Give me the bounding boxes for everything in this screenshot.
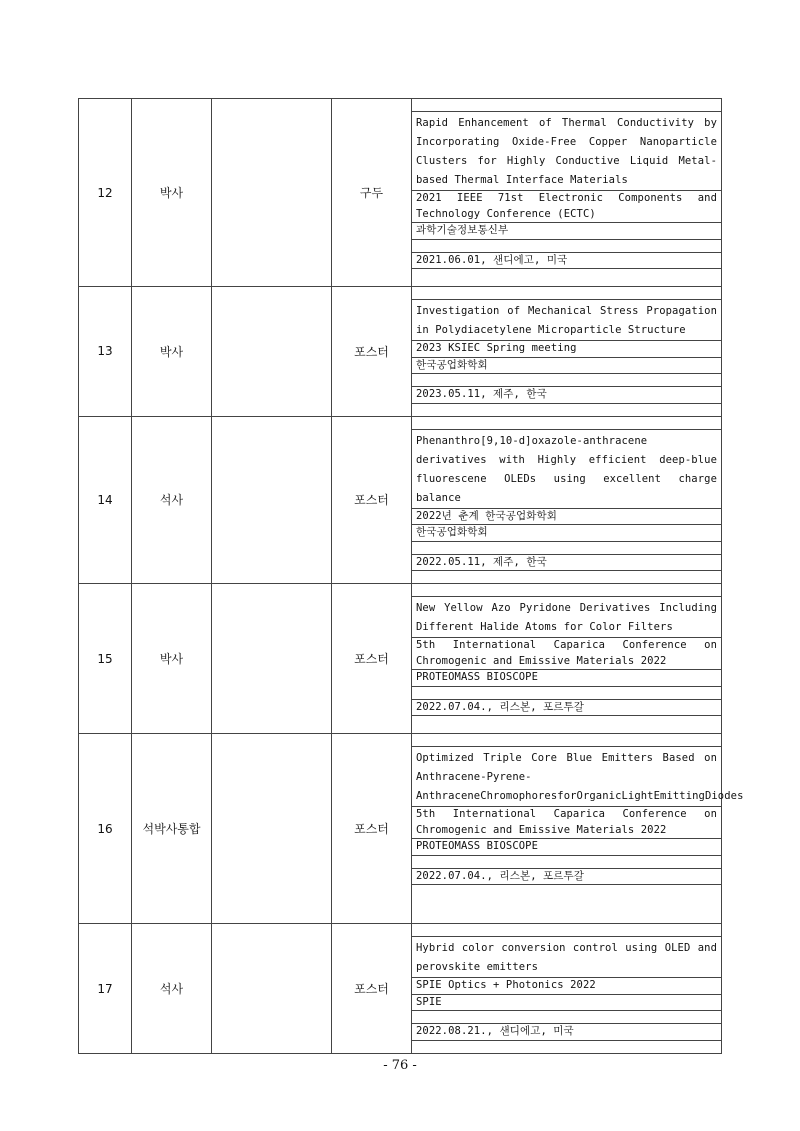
table-row xyxy=(79,734,722,924)
sponsor: 과학기술정보통신부 xyxy=(412,223,721,240)
blank-line xyxy=(412,734,721,747)
info-lines xyxy=(412,584,721,728)
blank-line xyxy=(412,417,721,430)
paper-title: New Yellow Azo Pyridone Derivatives Including Different Halide Atoms for Color Filters xyxy=(412,597,721,638)
blank-line xyxy=(412,885,721,897)
blank-line xyxy=(412,287,721,300)
sponsor: PROTEOMASS BIOSCOPE xyxy=(412,839,721,856)
date-place: 2022.05.11, 제주, 한국 xyxy=(412,555,721,572)
blank-line xyxy=(412,1011,721,1024)
degree-cell: 석박사통합 xyxy=(132,734,212,924)
presentation-type: 포스터 xyxy=(332,287,412,417)
paper-title: Investigation of Mechanical Stress Propagation in Polydiacetylene Microparticle Structure xyxy=(412,300,721,341)
info-lines xyxy=(412,734,744,897)
degree-cell: 박사 xyxy=(132,584,212,734)
table-row xyxy=(79,287,722,417)
blank-line xyxy=(412,404,721,416)
blank-line xyxy=(412,924,721,937)
blank-line xyxy=(412,856,721,869)
paper-title: Optimized Triple Core Blue Emitters Based on Anthracene-Pyrene-AnthraceneChromophoresforOrganicLightEmittingDiodes xyxy=(412,747,721,807)
conference-name: 2021 IEEE 71st Electronic Components and Technology Conference (ECTC) xyxy=(412,191,721,223)
blank-line xyxy=(412,542,721,555)
blank-line xyxy=(412,584,721,597)
empty-cell xyxy=(212,99,332,287)
sponsor: SPIE xyxy=(412,995,721,1012)
presentation-type: 포스터 xyxy=(332,584,412,734)
table-row xyxy=(79,99,722,287)
degree-cell: 석사 xyxy=(132,924,212,1054)
date-place: 2023.05.11, 제주, 한국 xyxy=(412,387,721,404)
row-number: 13 xyxy=(79,287,132,417)
table-row xyxy=(79,416,722,584)
presentation-info xyxy=(412,584,722,734)
blank-line xyxy=(412,687,721,700)
conference-name: 5th International Caparica Conference on Chromogenic and Emissive Materials 2022 xyxy=(412,807,721,839)
page-number: - 76 - xyxy=(383,1058,417,1073)
conference-name: SPIE Optics + Photonics 2022 xyxy=(412,978,721,995)
empty-cell xyxy=(212,416,332,584)
blank-line xyxy=(412,269,721,281)
paper-title: Rapid Enhancement of Thermal Conductivity by Incorporating Oxide-Free Copper Nanoparticle Clusters for Highly Conductive Liquid Metal-based Thermal Interface Materials xyxy=(412,112,721,191)
presentation-info xyxy=(412,416,722,584)
sponsor: 한국공업화학회 xyxy=(412,525,721,542)
row-number: 14 xyxy=(79,416,132,584)
row-number: 15 xyxy=(79,584,132,734)
info-lines xyxy=(412,287,721,416)
sponsor: PROTEOMASS BIOSCOPE xyxy=(412,670,721,687)
table-row xyxy=(79,584,722,734)
degree-cell: 석사 xyxy=(132,416,212,584)
empty-cell xyxy=(212,734,332,924)
sponsor: 한국공업화학회 xyxy=(412,358,721,375)
date-place: 2022.07.04., 리스본, 포르투갈 xyxy=(412,700,721,717)
info-lines xyxy=(412,417,721,584)
presentations-table xyxy=(78,98,744,1054)
row-number: 12 xyxy=(79,99,132,287)
degree-cell: 박사 xyxy=(132,99,212,287)
date-place: 2022.08.21., 샌디에고, 미국 xyxy=(412,1024,721,1041)
empty-cell xyxy=(212,924,332,1054)
paper-title: Phenanthro[9,10-d]oxazole-anthracene derivatives with Highly efficient deep-blue fluorescene OLEDs using excellent charge balance xyxy=(412,430,721,509)
table-body xyxy=(79,99,744,1054)
presentation-info xyxy=(412,734,744,924)
blank-line xyxy=(412,1041,721,1053)
conference-name: 5th International Caparica Conference on Chromogenic and Emissive Materials 2022 xyxy=(412,638,721,670)
table-row xyxy=(79,924,722,1054)
degree-cell: 박사 xyxy=(132,287,212,417)
blank-line xyxy=(412,240,721,253)
presentation-type: 포스터 xyxy=(332,924,412,1054)
info-lines xyxy=(412,99,721,281)
row-number: 16 xyxy=(79,734,132,924)
conference-name: 2023 KSIEC Spring meeting xyxy=(412,341,721,358)
paper-title: Hybrid color conversion control using OLED and perovskite emitters xyxy=(412,937,721,978)
presentation-type: 포스터 xyxy=(332,416,412,584)
row-number: 17 xyxy=(79,924,132,1054)
conference-name: 2022년 춘계 한국공업화학회 xyxy=(412,509,721,526)
presentation-info xyxy=(412,287,722,417)
date-place: 2022.07.04., 리스본, 포르투갈 xyxy=(412,869,721,886)
info-lines xyxy=(412,924,721,1053)
blank-line xyxy=(412,716,721,728)
date-place: 2021.06.01, 샌디에고, 미국 xyxy=(412,253,721,270)
blank-line xyxy=(412,99,721,112)
presentation-info xyxy=(412,99,722,287)
empty-cell xyxy=(212,584,332,734)
presentation-info xyxy=(412,924,722,1054)
empty-cell xyxy=(212,287,332,417)
presentation-type: 포스터 xyxy=(332,734,412,924)
blank-line xyxy=(412,571,721,583)
blank-line xyxy=(412,374,721,387)
presentation-type: 구두 xyxy=(332,99,412,287)
